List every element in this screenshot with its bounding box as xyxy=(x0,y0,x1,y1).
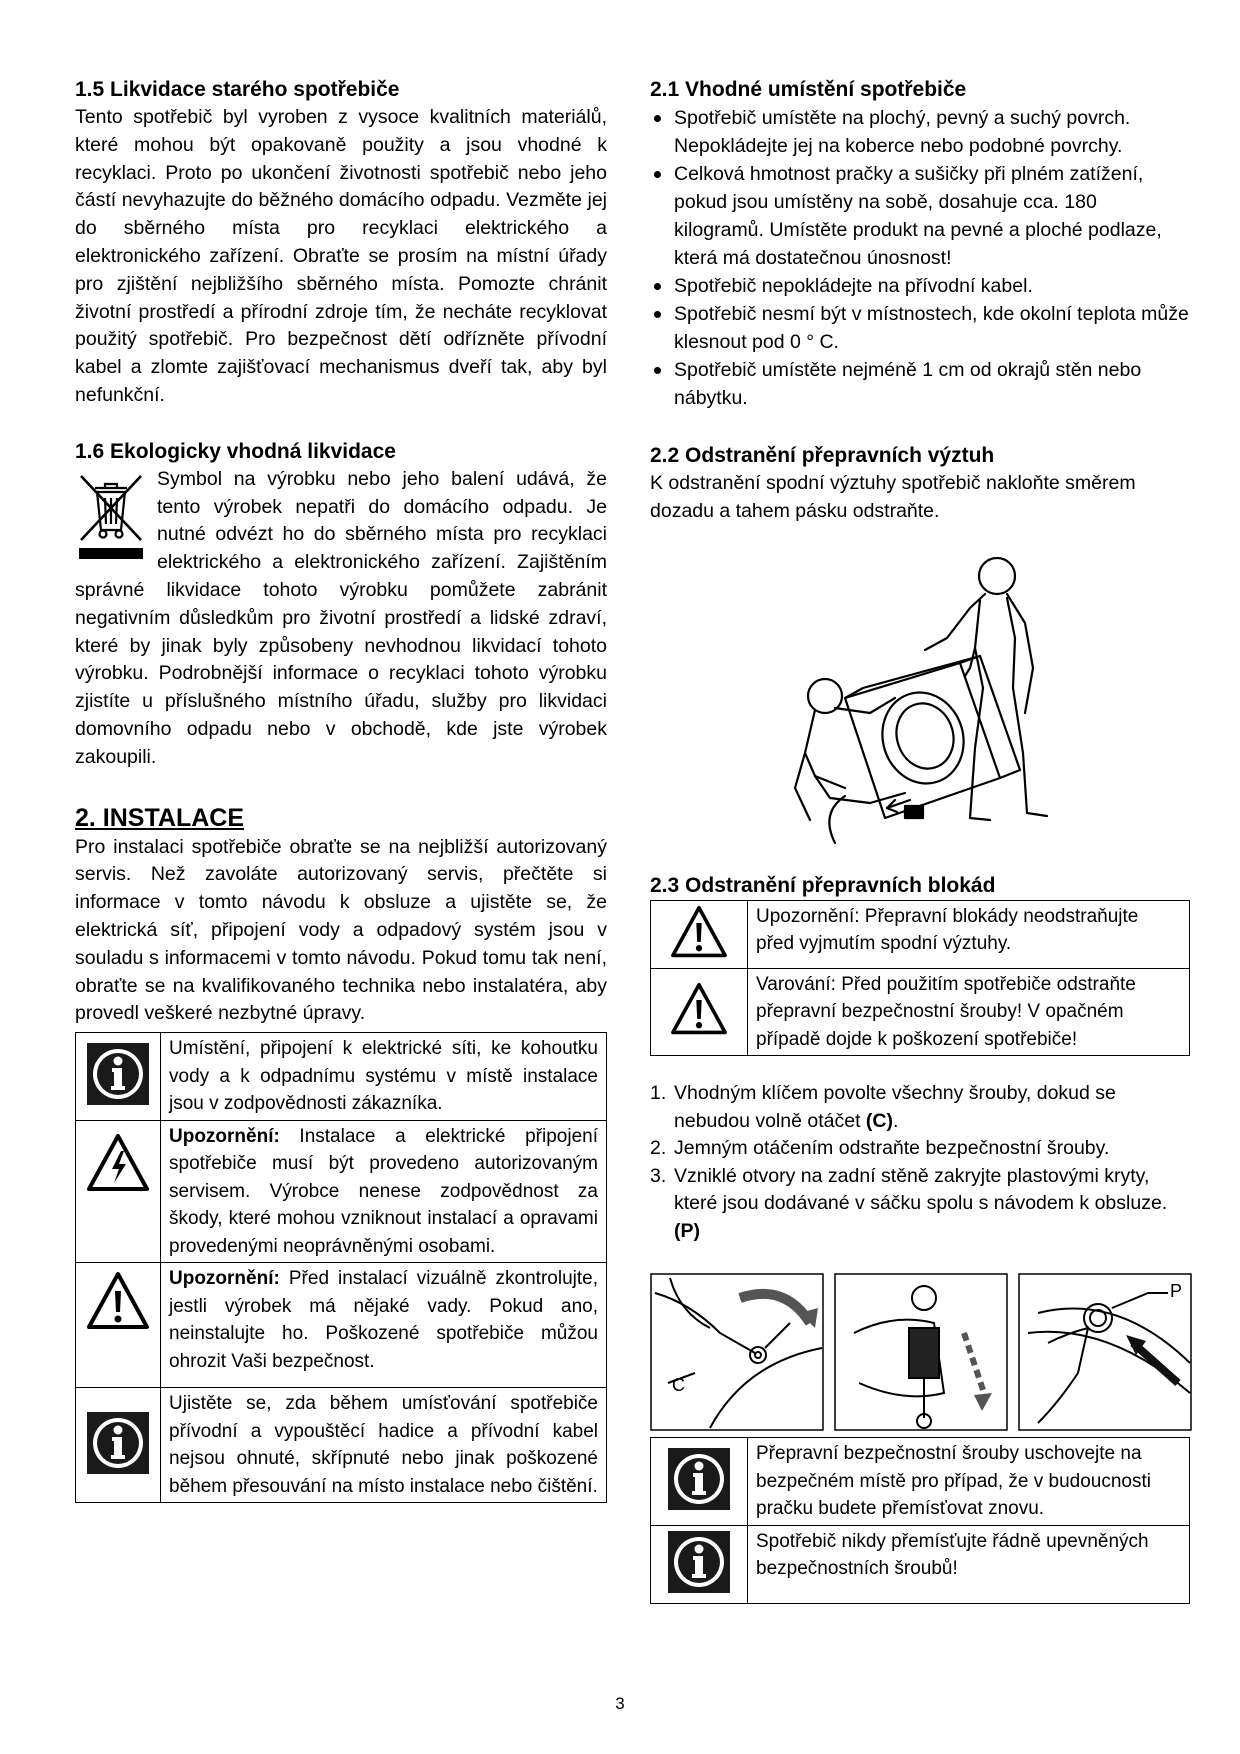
crossed-bin-icon xyxy=(75,470,147,560)
section-2-2-text: K odstranění spodní výztuhy spotřebič nakloňte směrem dozadu a tahem pásku odstraňte. xyxy=(650,472,1136,522)
note-row xyxy=(651,1438,1190,1526)
warning-icon xyxy=(86,1271,150,1331)
section-2-text: Pro instalaci spotřebiče obraťte se na nejbližší autorizovaný servis. Než zavoláte autorizovaný servis, přečtěte si informace v tomto návodu k obsluze a ujistěte se, že elektrická síť, připojení vody a odpadový systém jsou v souladu s informacemi v tomto návodu. Pokud tomu tak není, obraťte se na kvalifikovaného technika nebo instalatéra, aby provedl veškeré nezbytné úpravy. xyxy=(75,835,607,1025)
page-number: 3 xyxy=(615,1694,625,1713)
list-item: 2. Jemným otáčením odstraňte bezpečnostní šrouby. xyxy=(650,1137,1110,1160)
section-1-6-block xyxy=(75,466,607,772)
warning-icon xyxy=(670,982,728,1036)
figure-label-c: C xyxy=(672,1375,685,1396)
wrench-loosen-figure xyxy=(650,1273,824,1431)
electric-hazard-icon xyxy=(86,1133,150,1193)
list-item: Spotřebič nepokládejte na přívodní kabel. xyxy=(650,272,1190,300)
note-text: Spotřebič nikdy přemísťujte řádně upevněných bezpečnostních šroubů! xyxy=(748,1525,1190,1603)
list-item: 1. Vhodným klíčem povolte všechny šrouby, dokud se nebudou volně otáčet (C). xyxy=(650,1082,1116,1132)
note-row xyxy=(651,1525,1190,1603)
warning-text: Varování: Před použitím spotřebiče odstraňte přepravní bezpečnostní šrouby! V opačném případě dojde k poškození spotřebiče! xyxy=(748,968,1190,1056)
bolt-pull-figure xyxy=(834,1273,1008,1431)
info-icon xyxy=(667,1530,731,1594)
section-1-6-heading: 1.6 Ekologicky vhodná likvidace xyxy=(75,439,396,463)
transport-bolt-warnings-table xyxy=(650,900,1190,1057)
list-item: 3. Vzniklé otvory na zadní stěně zakryjte plastovými kryty, které jsou dodávané v sáčku spolu s návodem k obsluze. (P) xyxy=(650,1164,1168,1242)
section-1-5-text: Tento spotřebič byl vyroben z vysoce kvalitních materiálů, které mohou být opakovaně použity a jsou vhodné k recyklaci. Proto po ukončení životnosti spotřebič nebo jeho částí nevyhazujte do běžného domácího odpadu. Vezměte jej do sběrného místa pro recyklaci elektrického a elektronického zařízení. Obraťte se prosím na místní úřady pro zjištění nejbližšího sběrného místa. Pomozte chránit životní prostředí a přírodní zdroje tím, že necháte recyklovat použitý spotřebič. Pro bezpečnost dětí odřízněte přívodní kabel a zlomte zajišťovací mechanismus dveří tak, aby byl nefunkční. xyxy=(75,106,607,406)
bolt-storage-notes-table xyxy=(650,1437,1190,1604)
bolt-removal-steps xyxy=(650,1080,1190,1245)
figure-label-p: P xyxy=(1170,1281,1183,1302)
list-item: Spotřebič umístěte na plochý, pevný a suchý povrch. Nepokládejte jej na koberce nebo podobné povrchy. xyxy=(650,104,1190,160)
warning-row xyxy=(651,968,1190,1056)
bolt-removal-figures xyxy=(650,1273,1183,1433)
info-icon xyxy=(86,1042,150,1106)
note-row xyxy=(76,1263,607,1388)
left-column xyxy=(75,76,607,1503)
info-icon xyxy=(86,1411,150,1475)
tilt-appliance-illustration xyxy=(775,538,1075,848)
list-item: Spotřebič nesmí být v místnostech, kde okolní teplota může klesnout pod 0 ° C. xyxy=(650,300,1190,356)
section-2-1-heading: 2.1 Vhodné umístění spotřebiče xyxy=(650,78,967,101)
section-2-3-heading: 2.3 Odstranění přepravních blokád xyxy=(650,873,996,897)
warning-row xyxy=(651,900,1190,968)
note-row xyxy=(76,1120,607,1263)
section-1-6-text: Symbol na výrobku nebo jeho balení udává, že tento výrobek nepatři do domácího odpadu. Je nutné odvézt ho do sběrného místa pro recyklaci elektrického a elektronického zařízení. Zajištěním správné likvidace tohoto výrobku pomůžete zabránit negativním důsledkům pro životní prostředí a lidské zdraví, které by jinak byly způsobeny nevhodnou likvidací tohoto výrobku. Podrobnější informace o recyklaci tohoto výrobku zjistíte u příslušného místního úřadu, služby pro likvidaci domovního odpadu nebo v obchodě, kde jste výrobek zakoupili. xyxy=(75,467,607,768)
info-icon xyxy=(667,1447,731,1511)
right-column xyxy=(650,76,1190,1604)
section-1-5-heading: 1.5 Likvidace starého spotřebiče xyxy=(75,78,400,101)
note-row xyxy=(76,1388,607,1503)
note-text: Přepravní bezpečnostní šrouby uschovejte na bezpečném místě pro případ, že v budoucnosti pračku budete přemísťovat znovu. xyxy=(748,1438,1190,1526)
placement-list xyxy=(650,104,1190,412)
cover-cap-figure xyxy=(1018,1273,1192,1431)
section-2-2-heading: 2.2 Odstranění přepravních výztuh xyxy=(650,444,995,467)
note-text: Ujistěte se, zda během umísťování spotřebiče přívodní a vypouštěcí hadice a přívodní kabel nejsou ohnuté, skřípnuté nebo jinak poškozené během přesouvání na místo instalace nebo čištění. xyxy=(161,1388,607,1503)
note-text: Umístění, připojení k elektrické síti, ke kohoutku vody a k odpadnímu systému v místě instalace jsou v zodpovědnosti zákazníka. xyxy=(161,1033,607,1121)
list-item: Celková hmotnost pračky a sušičky při plném zatížení, pokud jsou umístěny na sobě, dosahuje cca. 180 kilogramů. Umístěte produkt na pevné a ploché podlaze, která má dostatečnou únosnost! xyxy=(650,160,1190,272)
list-item: Spotřebič umístěte nejméně 1 cm od okrajů stěn nebo nábytku. xyxy=(650,356,1190,412)
warning-icon xyxy=(670,905,728,959)
note-text: Upozornění: Před instalací vizuálně zkontrolujte, jestli výrobek má nějaké vady. Pokud ano, neinstalujte ho. Poškozené spotřebiče můžou ohrozit Vaši bezpečnost. xyxy=(161,1263,607,1388)
installation-notes-table xyxy=(75,1032,607,1503)
note-text: Upozornění: Instalace a elektrické připojení spotřebiče musí být provedeno autorizovaným servisem. Výrobce nenese zodpovědnost za škody, které mohou vzniknout instalací a opravami provedenými neoprávněnými osobami. xyxy=(161,1120,607,1263)
warning-text: Upozornění: Přepravní blokády neodstraňujte před vyjmutím spodní výztuhy. xyxy=(748,900,1190,968)
section-2-heading: 2. INSTALACE xyxy=(75,803,244,832)
note-row xyxy=(76,1033,607,1121)
